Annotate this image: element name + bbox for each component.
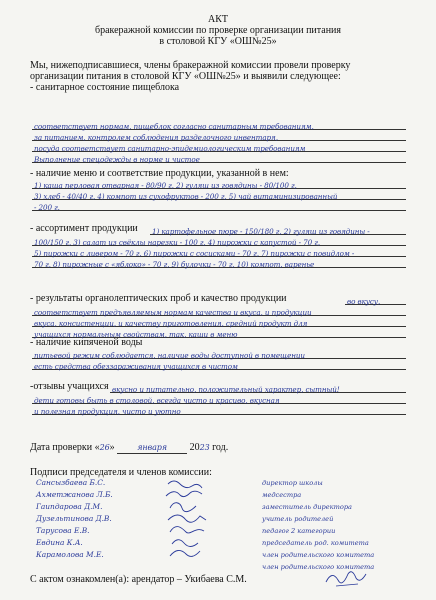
signer-role-3: заместитель директора [262, 503, 352, 511]
intro-line-1: Мы, нижеподписавшиеся, члены бракеражной комиссии провели проверку [30, 60, 351, 71]
feedback-hw-2: и полезная продукция, чисто и уютно [34, 407, 181, 416]
organoleptic-hw-3: учащихся нормальным свойствам, так, каши в меню [34, 330, 238, 339]
organoleptic-hw-0: во вкусу, [347, 297, 381, 306]
signer-name-1: Сансызбаева Б.С. [36, 478, 106, 487]
assortment-hw-3: 5) пирожки с ливером - 70 г, 6) пирожки с сосисками - 70 г, 7) пирожки с повидлом - [34, 249, 355, 258]
date-year-prefix: 20 [189, 442, 200, 453]
intro-line-2: организации питания в столовой КГУ «ОШ№25» и выявили следующее: [30, 71, 341, 82]
boiled-water-hw-2: есть средства обеззараживания учащихся в чистом [34, 362, 238, 371]
signer-role-8: член родительского комитета [262, 563, 375, 571]
signer-role-1: директор школы [262, 479, 323, 487]
boiled-water-hw-1: питьевой режим соблюдается, наличие воды доступной в помещении [34, 351, 305, 360]
sanitary-hw-2: за питанием, контролем соблюдения разделочного инвентаря, [34, 133, 278, 142]
sanitary-label: - санитарное состояние пищеблока [30, 82, 180, 93]
assortment-hw-2: 100/150 г, 3) салат из свёклы нарезки - 100 г, 4) пирожки с капустой - 70 г, [34, 238, 320, 247]
products-hw-2: 3) хлеб - 40/40 г, 4) компот из сухофруктов - 200 г, 5) чай витаминизированный [34, 192, 338, 201]
assortment-label: - ассортимент продукции [30, 223, 138, 234]
feedback-hw-1: дети готовы быть в столовой, всегда чисто и красиво, вкусная [34, 396, 280, 405]
signer-role-6: председатель род. комитета [262, 539, 369, 547]
signer-name-4: Дузельтинова Д.В. [36, 514, 112, 523]
date-prefix: Дата проверки « [30, 442, 100, 453]
signature-scribbles [160, 476, 260, 568]
organoleptic-label: - результаты органолептических проб и качество продукции [30, 293, 287, 304]
products-label: - наличие меню и соответствие продукции, указанной в нем: [30, 168, 289, 179]
organoleptic-hw-2: вкуса, консистенции, и качеству приготовления, средний продукт для [34, 319, 308, 328]
date-month: января [117, 442, 187, 454]
signer-role-2: медсестра [262, 491, 302, 499]
boiled-water-label: - наличие кипяченой воды [30, 337, 143, 348]
assortment-hw-4: 70 г, 8) пирожные с «яблоко» - 70 г, 9) булочки - 70 г, 10) компот, варенье [34, 260, 315, 269]
signature-mark-6 [172, 540, 198, 547]
assortment-hw-1: 1) картофельное пюре - 150/180 г, 2) гуляш из говядины - [152, 227, 370, 236]
act-location: в столовой КГУ «ОШ№25» [159, 36, 277, 47]
signatures-label: Подписи председателя и членов комиссии: [30, 467, 212, 478]
signer-name-6: Евдина К.А. [36, 538, 83, 547]
date-mid: » [109, 442, 115, 453]
signer-name-5: Тарусова Е.В. [36, 526, 90, 535]
signature-mark-4 [168, 515, 206, 522]
signer-name-3: Гаипдарова Д.М. [36, 502, 103, 511]
date-suffix: год. [209, 442, 229, 453]
date-line [30, 442, 228, 454]
act-subtitle: бракеражной комиссии по проверке организации питания [94, 25, 342, 36]
signature-mark-3 [170, 503, 196, 512]
signer-role-5: педагог 2 категории [262, 527, 336, 535]
signer-name-7: Карамолова М.Е. [36, 550, 104, 559]
sanitary-hw-1: соответствует нормам, пищеблок согласно санитарным требованиям, [34, 122, 314, 131]
date-year: 23 [199, 443, 210, 452]
products-hw-3: - 200 г. [34, 203, 60, 212]
date-day: 26 [99, 443, 110, 452]
feedback-hw-0: вкусно и питательно, положительный характер, сытный! [112, 385, 340, 394]
signer-role-7: член родительского комитета [262, 551, 375, 559]
sanitary-hw-3: посуда соответствует санитарно-эпидемиологическим требованиям [34, 144, 306, 153]
organoleptic-hw-1: соответствует предъявляемым нормам качества и вкуса, и продукции [34, 308, 312, 317]
feedback-label: -отзывы учащихся [30, 381, 109, 392]
products-hw-1: 1) каша перловая отварная - 80/90 г, 2) гуляш из говядины - 80/100 г, [34, 181, 297, 190]
tenant-signature [322, 566, 372, 590]
signature-mark-1 [168, 481, 202, 488]
signer-role-4: учитель родителей [262, 515, 334, 523]
signature-mark-7 [170, 550, 200, 556]
signature-mark-5 [170, 527, 204, 533]
act-title: АКТ [208, 14, 228, 25]
signature-mark-2 [166, 491, 202, 496]
acknowledgement-text: С актом ознакомлен(а): арендатор – Укибаева С.М. [30, 574, 247, 585]
sanitary-hw-4: Выполнение спецодежды в норме и чистое [34, 155, 200, 164]
signer-name-2: Ахметжанова Л.Б. [36, 490, 113, 499]
